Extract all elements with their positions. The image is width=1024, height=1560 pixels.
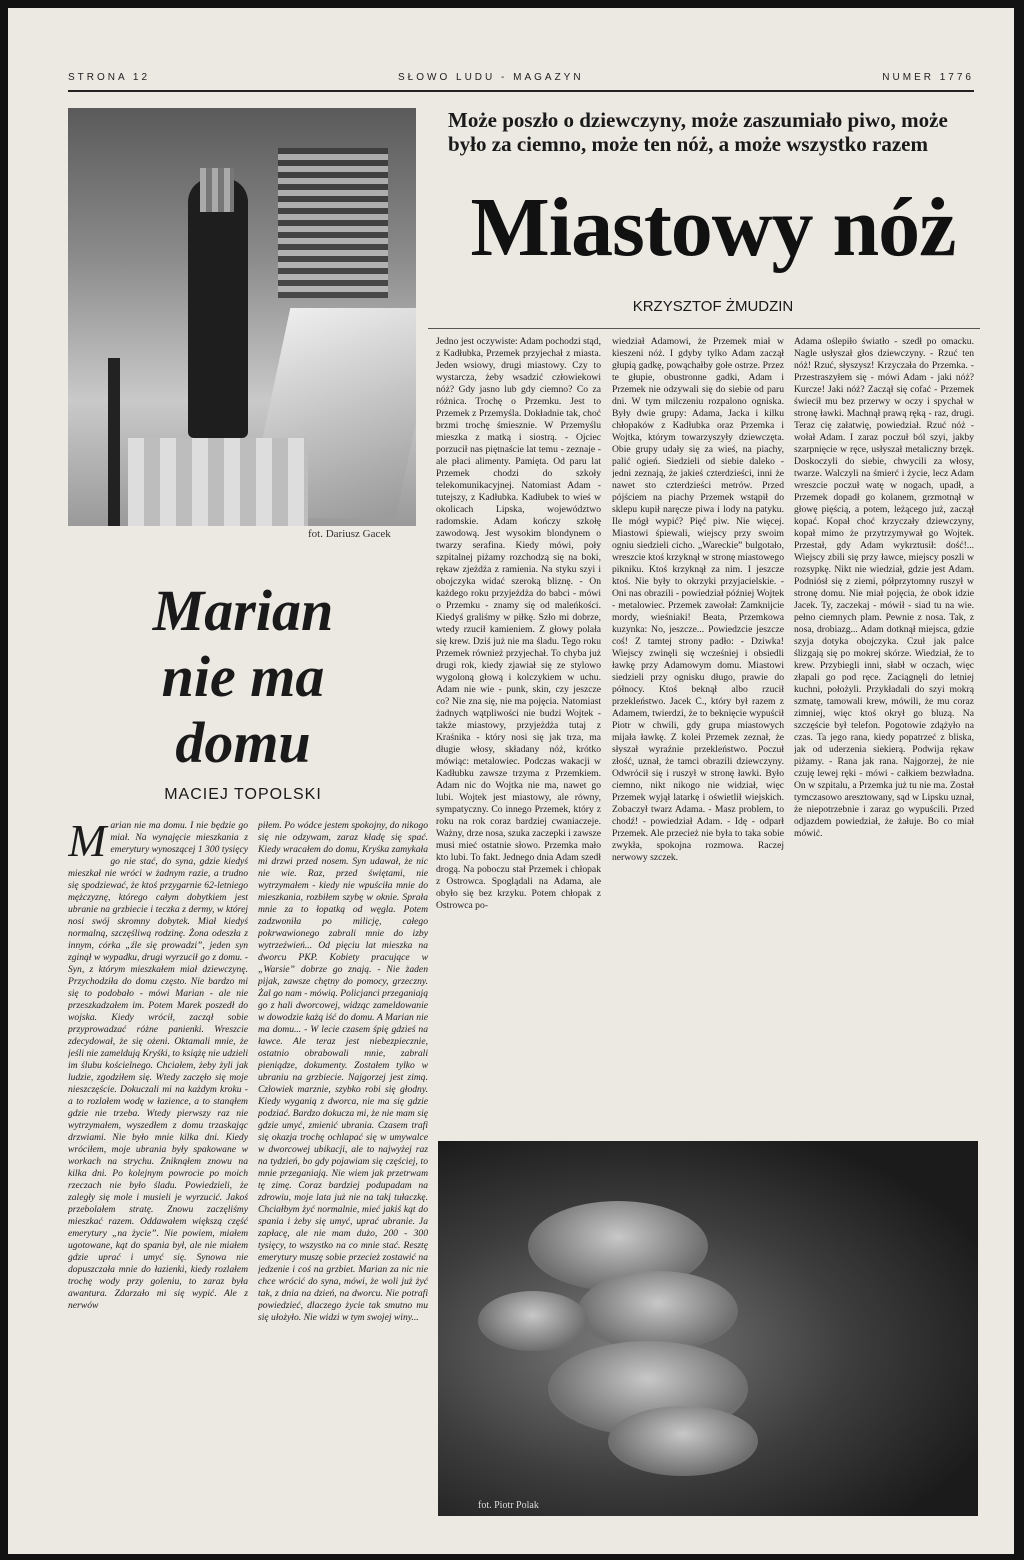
right-article-column-2 [612, 336, 784, 1131]
title-line: Marian [152, 578, 334, 643]
photo-credit-2: fot. Piotr Polak [478, 1500, 539, 1511]
right-article-author: KRZYSZTOF ŻMUDZIN [632, 298, 794, 315]
column-text: wiedział Adamowi, że Przemek miał w kieszeni nóż. I gdyby tylko Adam zaczął głupią gadkę, powąchałby gołe ostrze. Przez te głupie, obustronne gadki, Adam i Przemek nie odzywali się do siebie od paru dni. W tym milczeniu rozpalono ogniska. Były dwie grupy: Adama, Jacka i kilku chłopaków z Kadłubka oraz Przemka i Wojtka, którym towarzyszyły dziewczęta. Obie grupy udały się za wieś, na piachy, palić ogień. Siedzieli od siebie daleko - jedni zeznają, że jakieś czterdzieści, inni że nawet sto czterdzieści metrów. Przed pójściem na piachy Przemek wstąpił do sklepu kupił naręcze piwa i lody na patyku. Ile mógł wypić? Pięć piw. Nie więcej. Miastowi śpiewali, wiejscy przy swoim ogniu siedzieli cicho. „Wareckie” bulgotało, wreszcie ktoś krzyknął w stronę miastowego pikniku. Ktoś krzyknął za nim. I jeszcze ktoś. Nie były to okrzyki przyjacielskie. - Oni nas obrazili - powiedział później Wojtek - metalowiec. Przemek zawołał: Zamknijcie mordy, wieśniaki! Beata, Przemkowa kuzynka: No, jeszcze... Powiedzcie jeszcze coś! Z tamtej strony padło: - Dziwka! Wiejscy zwinęli się wcześniej i obsiedli ławkę przy Adamowym domu. Miastowi siedzieli przy ognisku długo, prawie do północy. Ktoś beknął albo rzucił przekleństwo. Jacek C., który był razem z Adamem, twierdzi, że to beknięcie wypuścił Piotr w chwili, gdy grupa miastowych mijała ławkę. Z kolei Przemek zeznał, że słyszał wyraźnie przekleństwo. Poczuł złość, uznał, że tamci obrazili dziewczyny. Odwrócił się i ruszył w stronę ławki. Było ciemno, nikt nikogo nie widział, więc Przemek wyjął latarkę i oświetlił wiejskich. Zobaczył twarz Adama. - Masz problem, to chodź! - powiedział Adam. - Idę - odparł Przemek. Ale przecież nie była to taka sobie zwykła, spokojna rozmowa. Raczej nerwowy szczek. [612, 336, 784, 863]
left-article-author: MACIEJ TOPOLSKI [164, 786, 322, 803]
left-article-column-1 [68, 820, 248, 1520]
left-article-title [68, 578, 418, 776]
photo-credit: fot. Dariusz Gacek [308, 528, 391, 540]
publication-name: SŁOWO LUDU - MAGAZYN [398, 72, 584, 83]
blurred-face [200, 168, 234, 212]
fungus-cap [578, 1271, 738, 1351]
fungus-cap [608, 1406, 758, 1476]
page-header [68, 68, 974, 92]
drop-cap: M [68, 820, 107, 866]
page-number: STRONA 12 [68, 72, 151, 83]
column-text: arian nie ma domu. I nie będzie go miał. Na wynajęcie mieszkania z emerytury wynoszącej 1 300 tysięcy go nie stać, do syna, gdzie kiedyś mieszkał nie wróci w żadnym razie, a trudno się spodziewać, że ktoś przygarnie 62-letniego mężczyznę, którego całym dobytkiem jest ubranie na grzbiecie i teczka z dermy, w której nosi swój skromny dobytek. Miał kiedyś normalną, szczęśliwą rodzinę. Żona odeszła z innym, córka „źle się prowadzi”, jeden syn zginął w wypadku, drugi wyrzucił go z domu. - Syn, z którym mieszkałem miał dziewczynę. Przychodziła do domu często. Nie bardzo mi się to podobało - mówi Marian - ale nie przeszkadzałem im. Potem Marek poszedł do wojska. Kiedy wrócił, zaczął sobie przyprowadzać różne panienki. Wreszcie zdecydował, że się ożeni. Oktamali mnie, że jeśli nie zameldują Kryśki, to książę nie udzieli im ślubu kościelnego. Chciałem, żeby żyli jak ludzie, zgodziłem się. Wtedy zaczęło się moje nieszczęście. Dokuczali mi na każdym kroku - a to rozlałem wodę w łazience, a to stanąłem gdzie nie trzeba. Wtedy pierwszy raz nie wytrzymałem, wyszedłem z domu trzaskając drzwiami. Nie było mnie kilka dni. Kiedy wróciłem, moje ubrania były spakowane w workach na strychu. Zniknąłem znowu na kilka dni. Po kolejnym powrocie po moich rzeczach nie było śladu. Powiedzieli, że zaległy się mole i musieli je wyrzucić. Jakoś przebolałem stratę. Znowu zaczęliśmy mieszkać razem. Oddawałem większą część emerytury „na życie”. Nie powiem, miałem ugotowane, kąt do spania był, ale nie miałem gdzie uprać i umyć się. Synowa nie dopuszczała mnie do łazienki, kiedy rozlałem trochę wody przy goleniu, to zaraz była awantura. Zdarzało mi się wypić. Ale z nerwów [68, 820, 248, 1311]
divider-rule [428, 328, 980, 329]
photo-marian [68, 108, 416, 526]
photo-rail [108, 358, 120, 526]
fungus-cap [478, 1291, 588, 1351]
photo-floor [128, 438, 308, 526]
right-article-column-3 [794, 336, 974, 1131]
column-text: Adama oślepiło światło - szedł po omacku. Nagle usłyszał głos dziewczyny. - Rzuć ten nóż! Rzuć, słyszysz! Krzyczała do Przemka. - Przestraszyłem się - mówi Adam - jaki nóż? Kurcze! Jaki nóż? Zaczął się cofać - Przemek świecił mu bez przerwy w oczy i spychał w stronę ławki. Machnął prawą ręką - raz, drugi. Teraz cię załatwię, powiedział. Rzuć nóż - wołał Adam. I zaraz poczuł ból szyi, jakby szarpnięcie w ręce, usłyszał metaliczny brzęk. Doskoczyli do siebie, chwycili za włosy, twarze. Walczyli na śmierć i życie, lecz Adam wreszcie poczuł watę w nogach, upadł, a Przemek dopadł go kolanem, grzmotnął w głowę pięścią, a potem, leżącego już, zaczął kopać. Kopał choć krzyczały dziewczyny, kopał mimo że przytrzymywał go Wojtek. Przestał, gdy Adam wykrztusił: dość!... Wiejscy zbili się przy ławce, miejscy poszli w rozsypkę. Nikt nie wiedział, gdzie jest Adam. Podniósł się z ziemi, półprzytomny ruszył w stronę domu. Nie miał pojęcia, że obok idzie Jacek. Ty, zaczekaj - mówił - siad tu na wie. pełno ciemnych plam. Pewnie z nosa. Tak, z nosa, drobiazg... Adam dotknął miejsca, gdzie szyja dotyka obojczyka. Czuł jak palce ślizgają się po mokrej skórze. Wiedział, że to krew. Przybiegli inni, słabł w oczach, więc złapali go pod ręce. Zaciągnęli do letniej kuchni, położyli. Przykładali do szyi mokrą szmatę, tamowali krew, mówili, że mu coraz zimniej, więc ktoś okrył go bluzą. Na szczęście był telefon. Pogotowie zdążyło na czas. Ta jego rana, kiedy popatrzeć z bliska, jak od uderzenia siekierą. Podwija rękaw piżamy. - Rana jak rana. Najgorzej, że nie czuję lewej ręki - mówi - całkiem bezwładna. On w szpitalu, a Przemka już tu nie ma. Został tymczasowo aresztowany, sąd w Lipsku uznał, że niepotrzebnie i zaraz go wypuścili. Przed odjazdem powiedział, że żałuje. Bo co miał mówić. [794, 336, 974, 839]
title-line: domu [175, 710, 311, 775]
photo-fungus [438, 1141, 978, 1516]
photo-figure [188, 178, 248, 438]
right-article-column-1 [436, 336, 601, 1131]
title-line: nie ma [161, 644, 325, 709]
right-article-title: Miastowy nóż [470, 181, 956, 274]
column-text: piłem. Po wódce jestem spokojny, do nikogo się nie odzywam, zaraz kładę się spać. Kiedy wracałem do domu, Kryśka zamykała mi drzwi przed nosem. Syn udawał, że nic nie wie. Raz, przed świętami, nie wytrzymałem - kiedy nie wpuściła mnie do mieszkania, rozbiłem szybę w oknie. Sprała mnie za to łopatką od węgla. Potem zadzwoniła po milicję, całego pokrwawionego zabrali mnie do izby wytrzeźwień... Od pięciu lat mieszka na dworcu PKP. Kobiety pracujące w „Warsie” dobrze go znają. - Nie żaden pijak, zawsze chętny do pomocy, grzeczny. Żal go nam - mówią. Policjanci przeganiają go z hali dworcowej, widząc zameldowanie w dowodzie każą iść do domu. A Marian nie ma domu... - W lecie czasem śpię gdzieś na ławce. Ale teraz jest niebezpiecznie, ostatnio obrabowali mnie, zabrali pieniądze, dokumenty. Zostałem tylko w ubraniu na grzbiecie. Najgorzej jest zimą. Człowiek marznie, szybko robi się głodny. Kiedy wyganią z dworca, nie ma się gdzie podziać. Bardzo dokucza mi, że nie mam się gdzie umyć, zmienić ubrania. Czasem trafi się okazja trochę ochlapać się w umywalce w dworcowej ubikacji, ale to najwyżej raz na tydzień, bo gdy pojawiam się częściej, to mnie przeganiają. Nie wiem jak przetrwam tę zimę. Coraz bardziej podupadam na zdrowiu, moje lata już nie na takį tułaczkę. Chciałbym żyć normalnie, mieć jakiś kąt do spania i żeby się umyć, uprać ubranie. Ja zapłacę, ale nie mam dużo, 200 - 300 tysięcy, to wszystko na co mnie stać. Resztę emerytury muszę sobie przecież zostawić na jedzenie i coś na grzbiet. Marian za nic nie chce wrócić do syna, mówi, że woli już żyć tak, z dnia na dzień, na dworcu. Nie potrafi powiedzieć, dlaczego życie tak smutno mu się ułożyło. Nie widzi w tym swojej winy... [258, 820, 428, 1323]
left-article-column-2 [258, 820, 428, 1520]
photo-shelf [278, 148, 388, 298]
right-article-kicker: Może poszło o dziewczyny, może zaszumiało piwo, może było za ciemno, może ten nóż, a może wszystko razem [448, 108, 948, 156]
column-text: Jedno jest oczywiste: Adam pochodzi stąd, z Kadłubka, Przemek przyjechał z miasta. Jeden wsiowy, drugi miastowy. Czy to wystarcza, żeby wsadzić człowiekowi nóż? Gdy jasno lub gdy ciemno? Co za różnica. Trochę o Przemku. Jest to Przemek z Przemyśla. Dokładnie tak, choć brzmi trochę śmiesznie. W Przemyślu mieszka z matką i siostrą. - Ojciec porzucił nas piętnaście lat temu - zeznaje - ale płaci alimenty. Pamięta. Od paru lat Przemek chodzi do szkoły telekomunikacyjnej. Natomiast Adam - tutejszy, z Kadłubka. Kadłubek to wieś w okolicach Lipska, województwo radomskie. Adam kończy szkołę zawodową. Jest wysokim blondynem o twarzy serafina. Kiedy mówi, poły szpitalnej piżamy rozchodzą się na boki, rękaw zjeżdża z ramienia. Na styku szyi i obojczyka widać szeroką bliznę. - On każdego roku przyjeżdża do babci - mówi o Przemku - znamy się od maleńkości. Kiedyś graliśmy w piłkę. Szło mi dobrze, wtedy rzucił kamieniem. Z głowy polała się krew. Dziś już nie ma śladu. Tego roku Przemek również przyjechał. To chyba już drugi rok, kiedy zjawiał się ze stylowo wygoloną głową i kolczykiem w uchu. Adam nie wie - punk, skin, czy jeszcze co? Nie zna się, nie ma pojęcia. Natomiast żadnych wątpliwości nie budzi Wojtek - także miastowy, przyjeżdża tutaj z Kraśnika - który nosi się jak trza, ma długie włosy, składany nóż, krótko mówiąc: metalowiec. Podczas wakacji w Kadłubku zawsze trzyma z Przemkiem. Adam nic do Wojtka nie ma, nawet go lubi. Wojtek jest miastowy, ale równy, sympatyczny. Co innego Przemek, który z roku na rok coraz bardziej cwaniaczeje. Ważny, drze nosa, szuka zaczepki i zawsze musi mieć ostatnie słowo. Przemka mało kto lubi. To fakt. Jednego dnia Adam szedł drogą. Na poboczu stał Przemek i chłopak z Ostrowca. Spoglądali na Adama, ale obyło się bez krzyku. Potem chłopak z Ostrowca po- [436, 336, 601, 911]
newspaper-page [8, 8, 1014, 1554]
issue-number: NUMER 1776 [882, 72, 974, 83]
